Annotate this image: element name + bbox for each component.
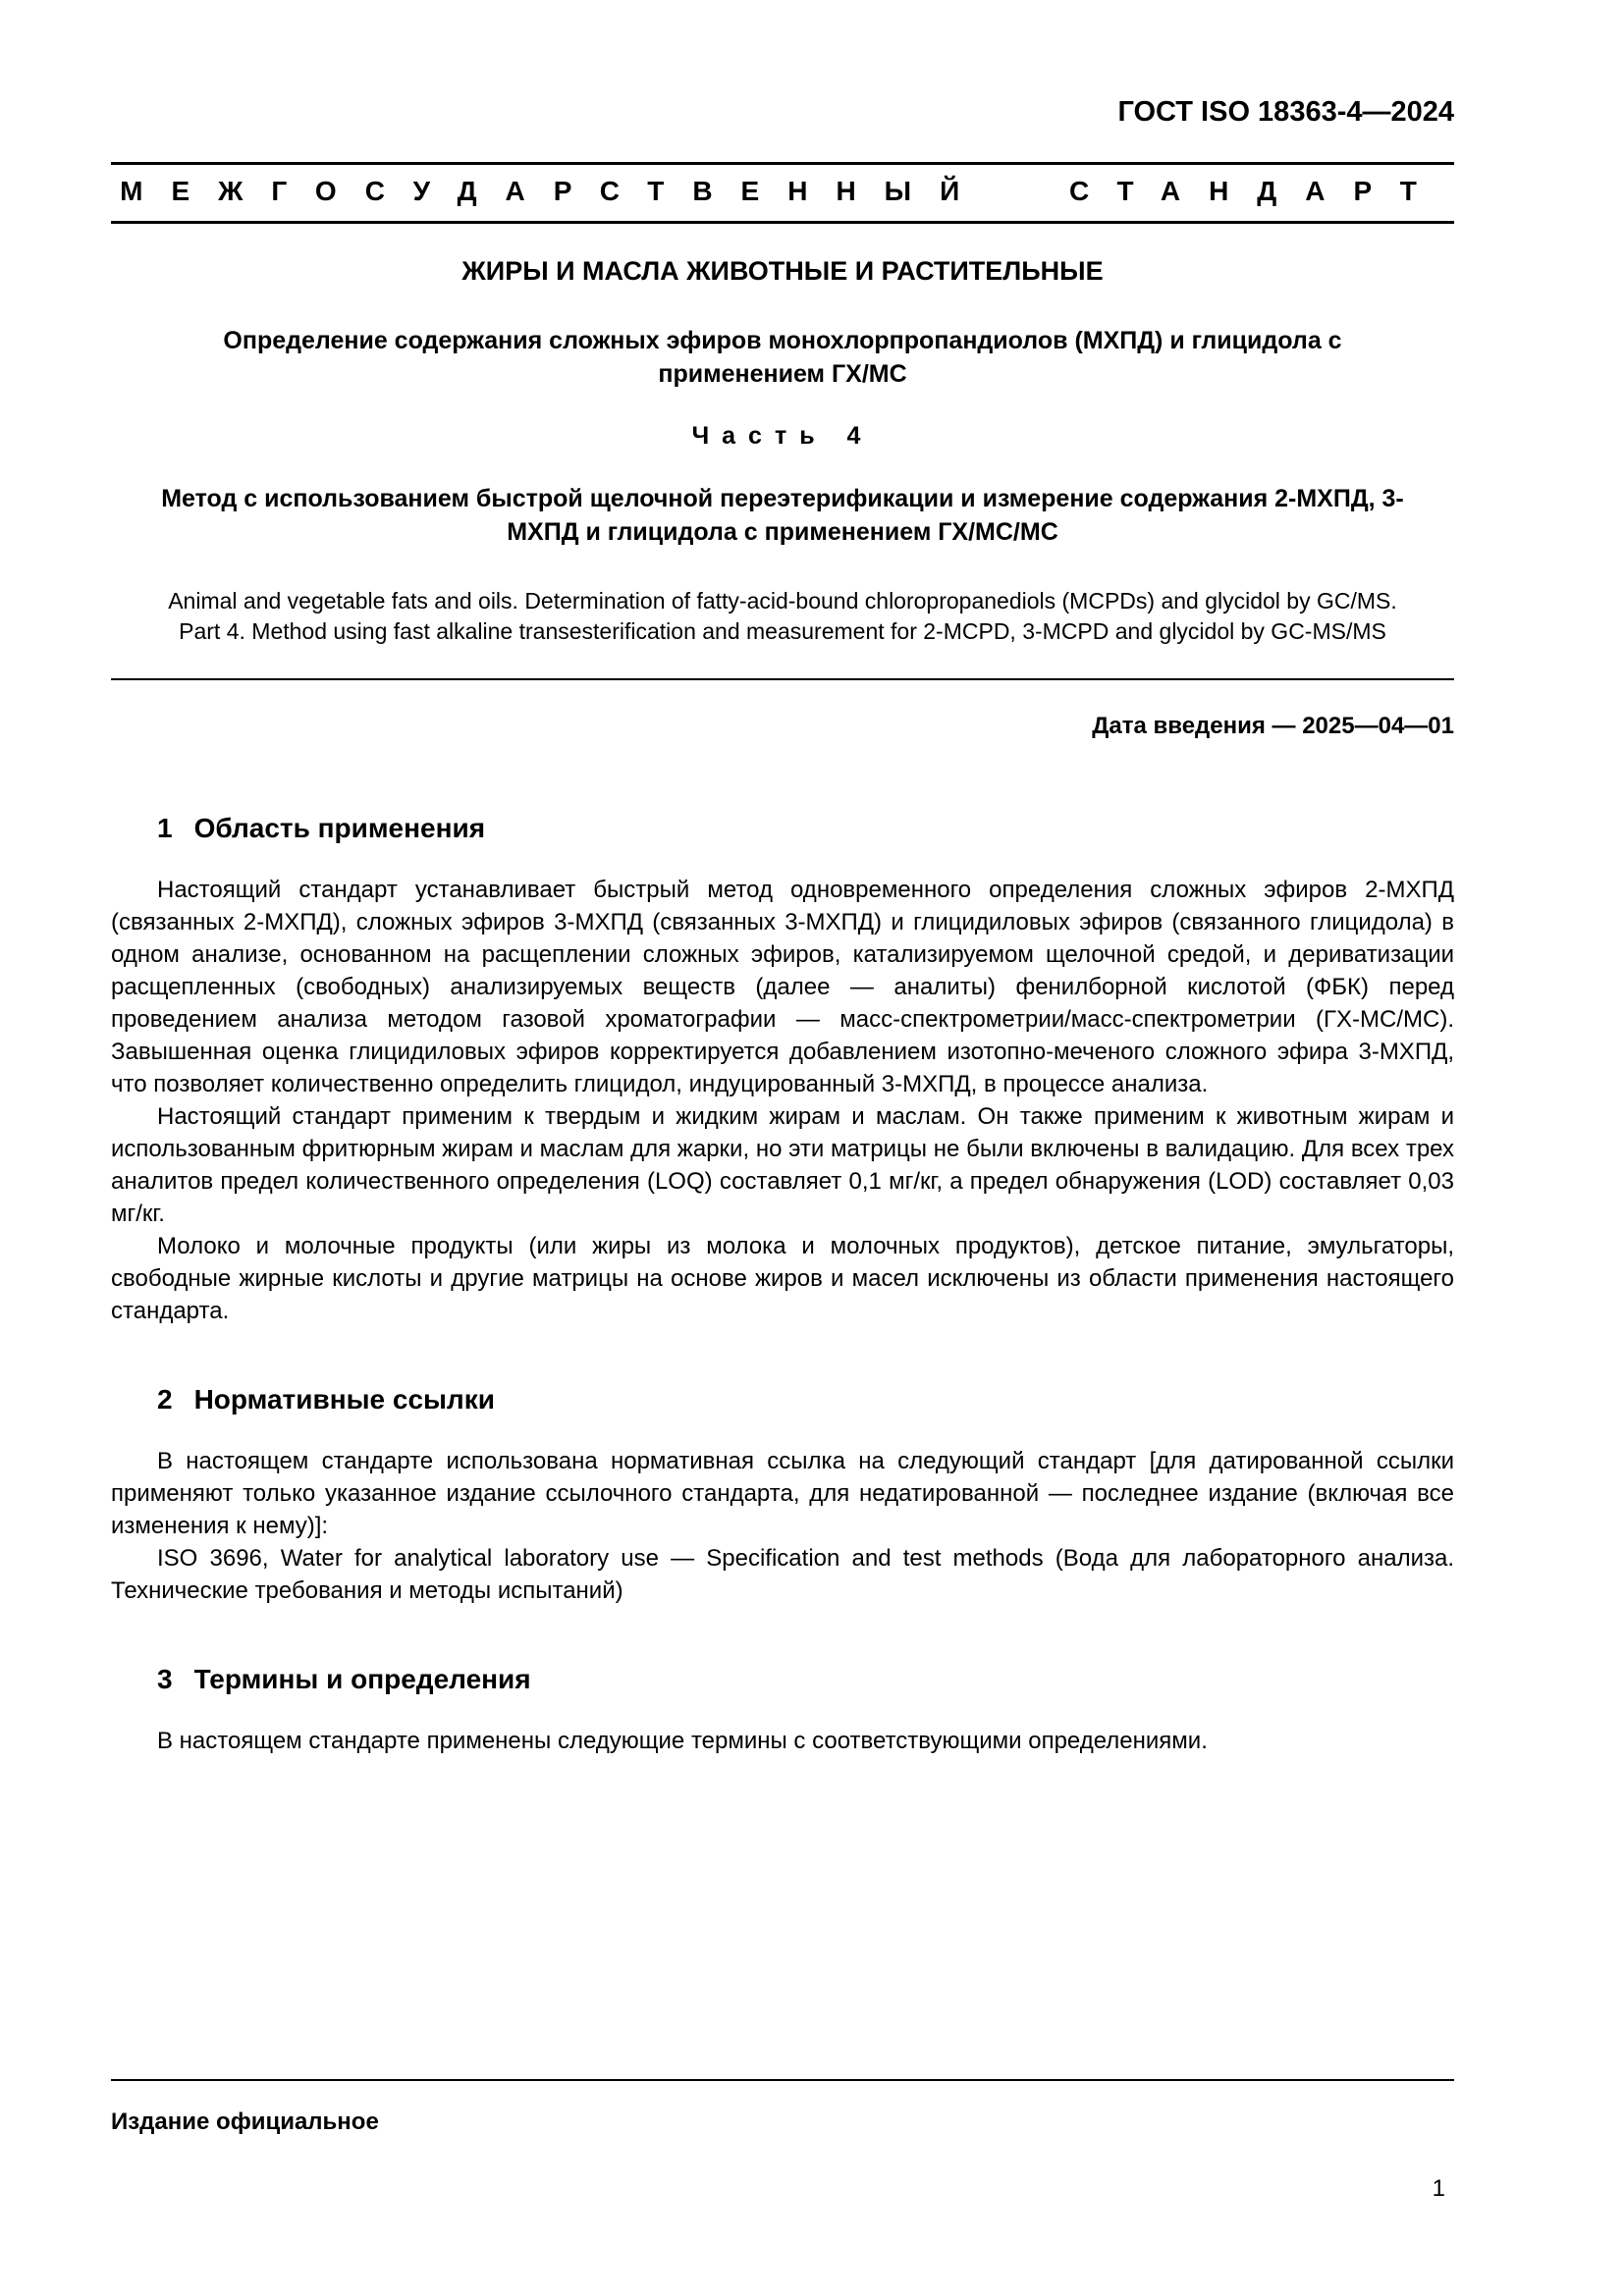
part-label: Часть 4 [691,422,874,450]
standard-kind-banner: МЕЖГОСУДАРСТВЕННЫЙ СТАНДАРТ [120,176,1445,206]
section-number: 1 [157,813,173,843]
section-number: 3 [157,1664,173,1694]
paragraph: В настоящем стандарте применены следующие термины с соответствующими определениями. [157,1728,1208,1754]
section-title: Термины и определения [193,1664,531,1694]
normative-reference: ISO 3696, Water for analytical laboratory use — Specification and test methods (Вода для лабораторного анализа. Технические требования и методы испытаний) [111,1545,1454,1604]
paragraph: В настоящем стандарте использована нормативная ссылка на следующий стандарт [для датированной ссылки применяют только указанное издание ссылочного стандарта, для недатированной — последнее издание (включая все изменения к нему)]: [111,1448,1454,1539]
title-separator-rule [111,678,1454,680]
subtitle-ru: Определение содержания сложных эфиров монохлорпропандиолов (МХПД) и глицидола с применением ГХ/МС [223,327,1342,388]
edition-note: Издание официальное [111,2109,379,2135]
subject-title-ru: ЖИРЫ И МАСЛА ЖИВОТНЫЕ И РАСТИТЕЛЬНЫЕ [461,256,1104,286]
paragraph: Настоящий стандарт применим к твердым и жидким жирам и маслам. Он также применим к животным жирам и использованным фритюрным жирам и маслам для жарки, но эти матрицы не были включены в валидацию. Для всех трех аналитов предел количественного определения (LOQ) составляет 0,1 мг/кг, а предел обнаружения (LOD) составляет 0,03 мг/кг. [111,1103,1454,1227]
section-title: Область применения [193,813,486,843]
effective-date: Дата введения — 2025—04—01 [1092,713,1454,739]
section-2-heading [157,1384,1454,1415]
section-3-heading [157,1664,1454,1695]
paragraph: Молоко и молочные продукты (или жиры из молока и молочных продуктов), детское питание, эмульгаторы, свободные жирные кислоты и другие матрицы на основе жиров и масел исключены из области применения настоящего стандарта. [111,1233,1454,1324]
document-code: ГОСТ ISO 18363-4—2024 [1117,96,1454,128]
paragraph: Настоящий стандарт устанавливает быстрый метод одновременного определения сложных эфиров 2-МХПД (связанных 2-МХПД), сложных эфиров 3-МХПД (связанных 3-МХПД) и глицидиловых эфиров (связанного глицидола) в одном анализе, основанном на расщеплении сложных эфиров, катализируемом щелочной средой, и дериватизации расщепленных (свободных) анализируемых веществ (далее — аналиты) фенилборной кислотой (ФБК) перед проведением анализа методом газовой хроматографии — масс-спектрометрии/масс-спектрометрии (ГХ-МС/МС). Завышенная оценка глицидиловых эфиров корректируется добавлением изотопно-меченого сложного эфира 3-МХПД, что позволяет количественно определить глицидол, индуцированный 3-МХПД, в процессе анализа. [111,877,1454,1097]
page-number: 1 [1432,2175,1445,2202]
title-block [111,256,1454,647]
letterhead-rule-bottom [111,221,1454,224]
method-title-ru: Метод с использованием быстрой щелочной переэтерификации и измерение содержания 2-МХПД, 3-МХПД и глицидола с применением ГХ/МС/МС [161,485,1404,546]
section-title: Нормативные ссылки [193,1384,495,1415]
section-1-heading [157,813,1454,844]
page-content [111,0,1454,1757]
section-number: 2 [157,1384,173,1415]
footer-rule [111,2079,1454,2081]
title-en: Animal and vegetable fats and oils. Determination of fatty-acid-bound chloropropanediols (MCPDs) and glycidol by GC/MS. Part 4. Method using fast alkaline transesterification and measurement for 2-MCPD, 3-MCPD and glycidol by GC-MS/MS [168,588,1397,644]
